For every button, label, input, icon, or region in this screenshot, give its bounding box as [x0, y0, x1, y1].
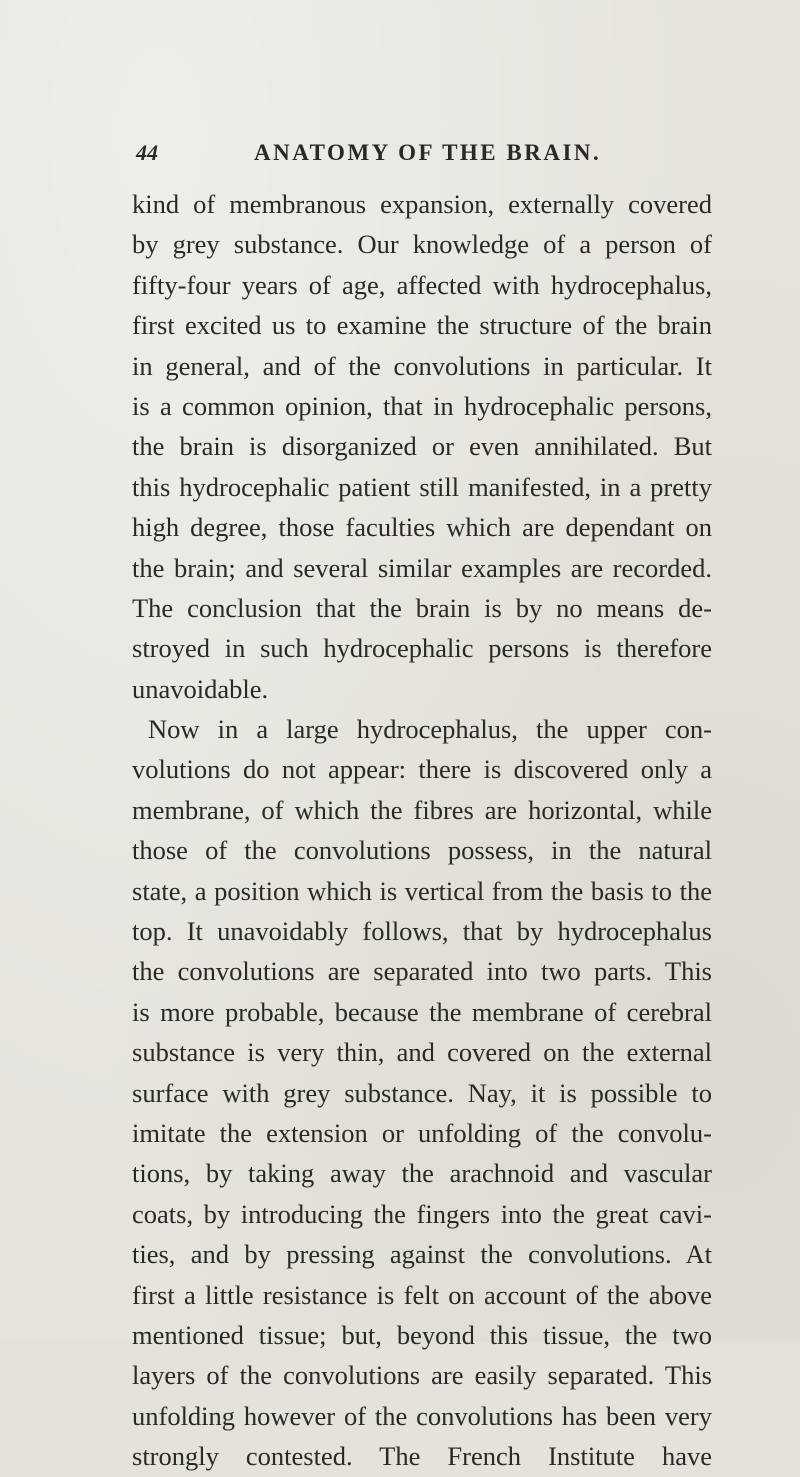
text-line: substance is very thin, and covered on the external: [132, 1037, 712, 1068]
text-line: in general, and of the convolutions in particular. It: [132, 350, 712, 381]
text-line: strongly contested. The French Institute have: [132, 1441, 712, 1472]
text-line: tions, by taking away the arachnoid and vascular: [132, 1158, 712, 1189]
text-line: unavoidable.: [132, 673, 269, 704]
text-line: is a common opinion, that in hydrocephalic persons,: [132, 390, 712, 421]
text-line: imitate the extension or unfolding of the convolu-: [132, 1117, 712, 1148]
text-line: membrane, of which the fibres are horizontal, while: [132, 794, 712, 825]
text-line: coats, by introducing the fingers into the great cavi-: [132, 1198, 712, 1229]
text-line: first excited us to examine the structure of the brain: [132, 310, 712, 341]
text-line: volutions do not appear: there is discovered only a: [132, 754, 712, 785]
running-head: ANATOMY OF THE BRAIN.: [254, 140, 602, 165]
text-line: by grey substance. Our knowledge of a person of: [132, 229, 712, 260]
text-line: is more probable, because the membrane of cerebral: [132, 996, 712, 1027]
text-line: the brain; and several similar examples are recorded.: [132, 552, 712, 583]
text-line: first a little resistance is felt on account of the above: [132, 1279, 712, 1310]
text-line: kind of membranous expansion, externally covered: [132, 189, 712, 219]
text-line: stroyed in such hydrocephalic persons is therefore: [132, 633, 712, 664]
text-line: the brain is disorganized or even annihilated. But: [132, 431, 712, 462]
text-line: layers of the convolutions are easily separated. This: [132, 1360, 712, 1391]
text-line: ties, and by pressing against the convolutions. At: [132, 1239, 712, 1270]
text-line: top. It unavoidably follows, that by hydrocephalus: [132, 916, 712, 947]
text-line: this hydrocephalic patient still manifested, in a pretty: [132, 471, 712, 502]
body-text: [132, 184, 712, 1477]
page-number: 44: [136, 140, 158, 165]
text-line: surface with grey substance. Nay, it is possible to: [132, 1077, 712, 1108]
text-line: those of the convolutions possess, in the natural: [132, 835, 712, 866]
text-line: the convolutions are separated into two parts. This: [132, 956, 712, 987]
text-line: high degree, those faculties which are dependant on: [132, 512, 712, 543]
page-header: [136, 140, 696, 174]
text-line: The conclusion that the brain is by no means de-: [132, 592, 712, 623]
text-line: state, a position which is vertical from the basis to the: [132, 875, 712, 906]
text-line: fifty-four years of age, affected with hydrocephalus,: [132, 269, 712, 300]
text-line: mentioned tissue; but, beyond this tissue, the two: [132, 1319, 712, 1350]
text-line: Now in a large hydrocephalus, the upper con-: [148, 714, 712, 745]
text-line: unfolding however of the convolutions has been very: [132, 1400, 712, 1431]
